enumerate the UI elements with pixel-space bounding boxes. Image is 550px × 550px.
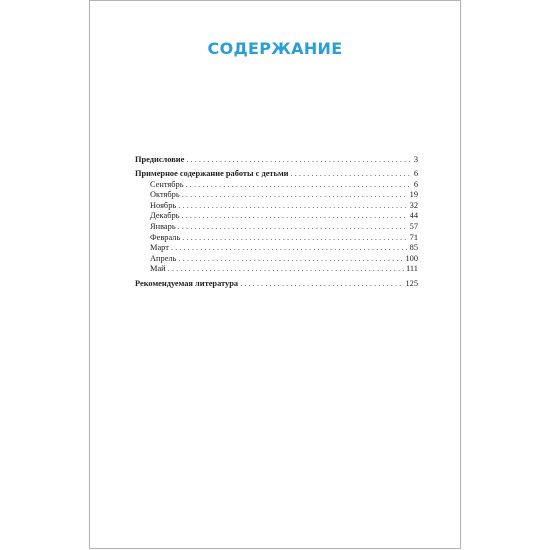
- toc-entry-page: 111: [406, 264, 418, 274]
- toc-entry-label: Декабрь: [150, 211, 180, 221]
- dot-leader: [181, 211, 407, 222]
- toc-subentry: [135, 254, 418, 265]
- toc-entry-label: Сентябрь: [150, 179, 184, 189]
- toc-entry-page: 100: [405, 253, 418, 263]
- toc-entry-page: 85: [409, 243, 418, 253]
- dot-leader: [178, 254, 403, 265]
- toc-entry: [135, 279, 418, 290]
- book-page: [89, 0, 461, 549]
- dot-leader: [178, 222, 408, 233]
- dot-leader: [182, 190, 408, 201]
- toc-entry: [135, 169, 418, 180]
- toc-entry-label: Апрель: [150, 253, 177, 263]
- dot-leader: [182, 233, 407, 244]
- toc-subentry: [135, 190, 418, 201]
- toc-entry-label: Январь: [150, 222, 176, 232]
- toc-entry-page: 71: [409, 232, 418, 242]
- toc-entry-page: 32: [409, 200, 418, 210]
- toc-entry-page: 19: [409, 190, 418, 200]
- toc-subentry: [135, 201, 418, 212]
- dot-leader: [290, 169, 411, 180]
- dot-leader: [171, 243, 408, 254]
- toc-entry-page: 6: [413, 169, 418, 179]
- toc-subentry: [135, 222, 418, 233]
- toc-entry-label: Март: [150, 243, 169, 253]
- dot-leader: [186, 155, 412, 166]
- toc-entry-label: Предисловие: [135, 155, 185, 164]
- toc-subentry: [135, 233, 418, 244]
- toc-entry-label: Май: [150, 264, 166, 274]
- toc-entry-page: 125: [405, 278, 418, 288]
- toc-entry-label: Рекомендуемая литература: [135, 278, 239, 288]
- toc-entry-label: Примерное содержание работы с детьми: [135, 169, 289, 179]
- page-title: СОДЕРЖАНИЕ: [207, 39, 343, 58]
- toc-entry-page: 44: [409, 211, 418, 221]
- toc-subentry: [135, 243, 418, 254]
- toc-entry-page: 3: [413, 155, 418, 164]
- toc-entry-label: Февраль: [150, 232, 181, 242]
- dot-leader: [186, 180, 412, 191]
- toc-entry-page: 57: [409, 222, 418, 232]
- toc-subentry: [135, 211, 418, 222]
- toc-subentry: [135, 264, 418, 275]
- table-of-contents: [135, 155, 418, 289]
- toc-entry-label: Ноябрь: [150, 200, 177, 210]
- dot-leader: [168, 264, 404, 275]
- dot-leader: [178, 201, 407, 212]
- dot-leader: [240, 279, 403, 290]
- toc-entry-label: Октябрь: [150, 190, 180, 200]
- toc-subentry: [135, 180, 418, 191]
- toc-entry-page: 6: [413, 179, 418, 189]
- toc-entry: [135, 155, 418, 166]
